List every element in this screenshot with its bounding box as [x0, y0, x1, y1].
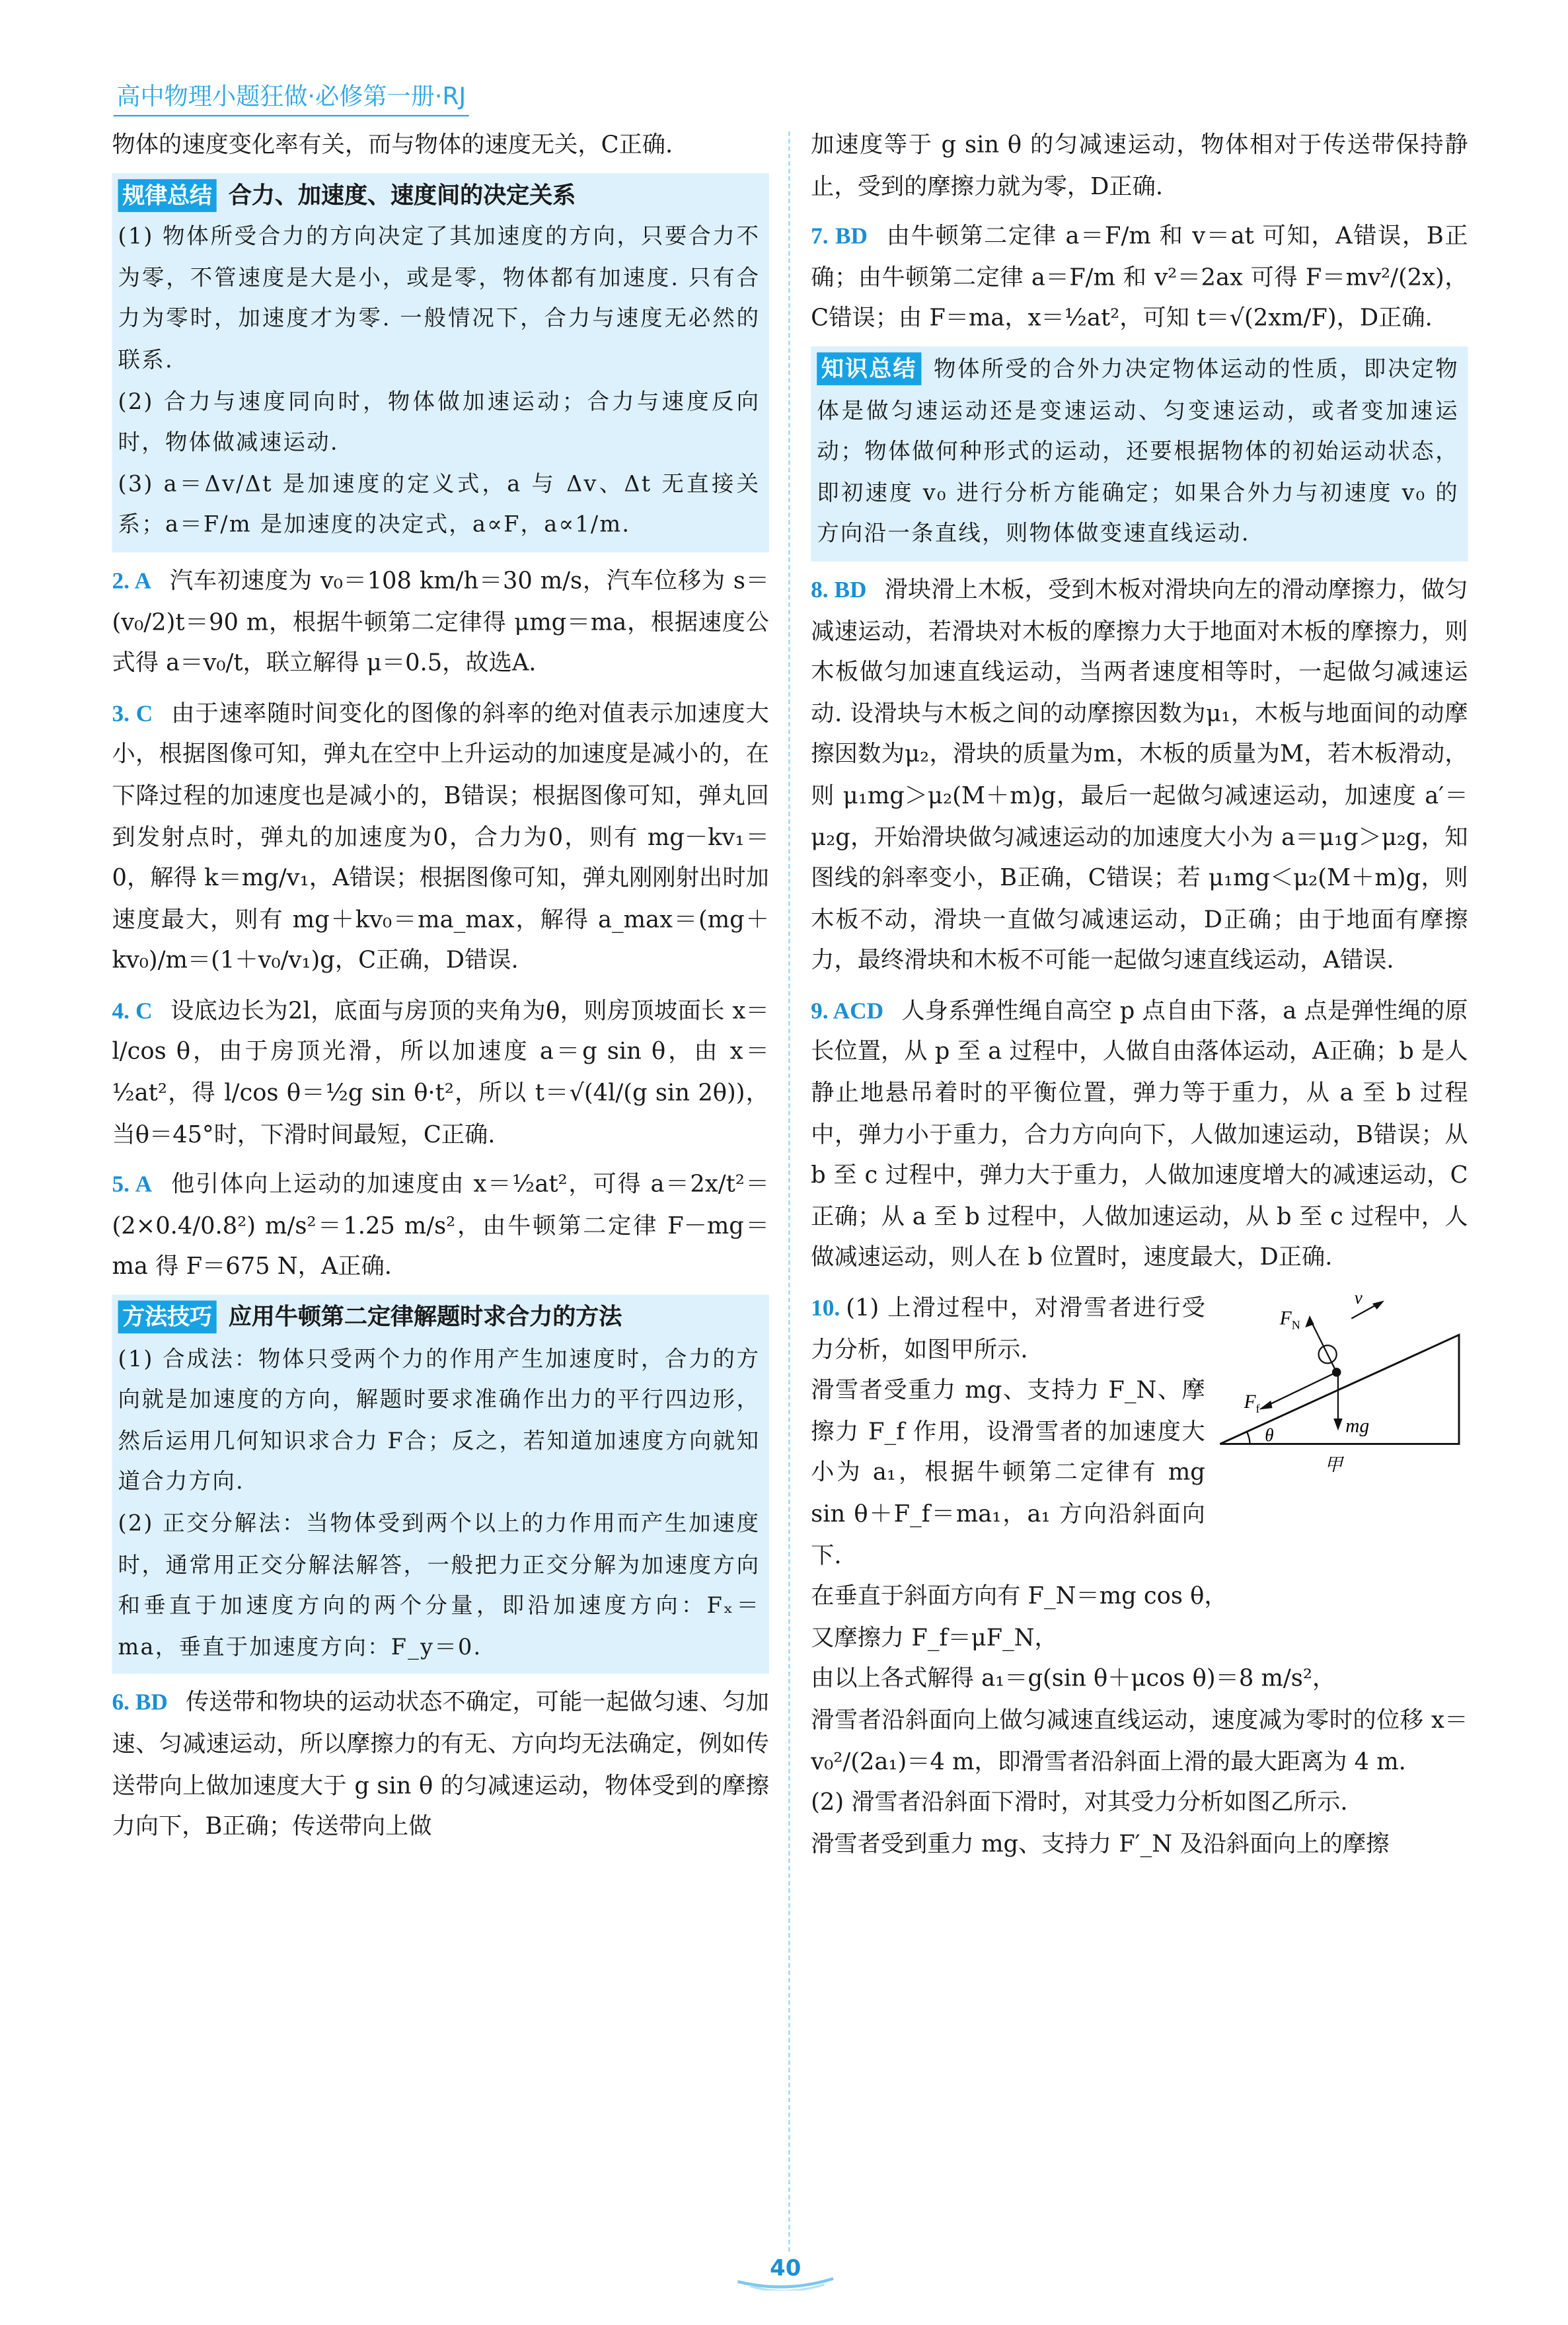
box-paragraph: (3) a＝Δv/Δt 是加速度的定义式，a 与 Δv、Δt 无直接关系；a＝F/m 是加速度的决定式，a∝F，a∝1/m. [118, 471, 761, 538]
angle-arc [1247, 1432, 1250, 1444]
label-mg: mg [1345, 1415, 1370, 1437]
page-number [735, 2252, 837, 2291]
answer-10 [811, 1288, 1468, 1865]
continued-text: 加速度等于 g sin θ 的匀减速运动，物体相对于传送带保持静止，受到的摩擦力就为零，D正确. [811, 131, 1468, 200]
answer-text: 传送带和物块的运动状态不确定，可能一起做匀速、匀加速、匀减速运动，所以摩擦力的有无、方向均无法确定，例如传送带向上做加速度大于 g sin θ 的匀减速运动，物体受到的摩擦力向下，B正确；传送带向上做 [112, 1689, 769, 1840]
box-tag: 规律总结 [118, 178, 217, 211]
answer-line: 由以上各式解得 a₁＝g(sin θ＋μcos θ)＝8 m/s²， [811, 1665, 1336, 1693]
box-title: 合力、加速度、速度间的决定关系 [228, 181, 576, 209]
answer-2 [112, 562, 769, 685]
column-divider [788, 131, 790, 2252]
answer-text: 他引体向上运动的加速度由 x＝½at²，可得 a＝2x/t²＝(2×0.4/0.8²) m/s²＝1.25 m/s²，由牛顿第二定律 F－mg＝ma 得 F＝675 N，A正确. [112, 1171, 769, 1280]
method-tips-box [112, 1294, 769, 1674]
answer-3 [112, 694, 769, 982]
right-column [811, 126, 1468, 1866]
answer-4 [112, 991, 769, 1156]
box-tag: 知识总结 [817, 352, 921, 385]
answer-text: (1) 上滑过程中，对滑雪者进行受力分析，如图甲所示. [811, 1294, 1205, 1363]
figure-caption: 甲 [1324, 1455, 1343, 1475]
answer-number: 9. ACD [811, 998, 884, 1025]
left-column [112, 126, 769, 1848]
answer-number: 8. BD [811, 577, 867, 603]
box-tag: 方法技巧 [118, 1301, 217, 1334]
incline-force-diagram [1217, 1294, 1468, 1496]
box-title: 应用牛顿第二定律解题时求合力的方法 [228, 1304, 622, 1331]
normal-force-arrow [1310, 1319, 1337, 1372]
answer-text: 汽车初速度为 v₀＝108 km/h＝30 m/s，汽车位移为 s＝(v₀/2)t＝90 m，根据牛顿第二定律得 μmg＝ma，根据速度公式得 a＝v₀/t，联立解得 μ＝0.5，故选A. [112, 567, 769, 677]
answer-number: 2. A [112, 568, 152, 595]
answer-text: 人身系弹性绳自高空 p 点自由下落，a 点是弹性绳的原长位置，从 p 至 a 过程中，人做自由落体运动，A正确；b 是人静止地悬吊着时的平衡位置，弹力等于重力，从 a 至 b 过程中，弹力小于重力，合力方向向下，人做加速运动，B错误；从 b 至 c 过程中，弹力大于重力，人做加速度增大的减速运动，C正确；从 a 至 b 过程中，人做加速运动，从 b 至 c 过程中，人做减速运动，则人在 b 位置时，速度最大，D正确. [811, 997, 1468, 1272]
label-v: v [1354, 1294, 1363, 1308]
answer-number: 6. BD [112, 1691, 168, 1716]
answer-line: (2) 滑雪者沿斜面下滑时，对其受力分析如图乙所示. [811, 1789, 1348, 1816]
answer-number: 5. A [112, 1172, 153, 1199]
answer-line: 滑雪者沿斜面向上做匀减速直线运动，速度减为零时的位移 x＝v₀²/(2a₁)＝4 m，即滑雪者沿斜面上滑的最大距离为 4 m. [811, 1707, 1468, 1775]
box-paragraph: (2) 合力与速度同向时，物体做加速运动；合力与速度反向时，物体做减速运动. [118, 388, 761, 456]
label-fn: $F_N$ [1279, 1308, 1300, 1332]
page-number-text: 40 [770, 2254, 802, 2282]
box-text: 物体所受的合外力决定物体运动的性质，即决定物体是做匀速运动还是变速运动、匀变速运动，或者变加速运动；物体做何种形式的运动，还要根据物体的初始运动状态，即初速度 v₀ 进行分析方能确定；如果合外力与初速度 v₀ 的方向沿一条直线，则物体做变速直线运动. [817, 357, 1460, 547]
answer-line: 在垂直于斜面方向有 F_N＝mg cos θ， [811, 1583, 1228, 1610]
answer-number: 10. [811, 1296, 840, 1322]
answer-number: 7. BD [811, 224, 868, 250]
answer-line: 又摩擦力 F_f＝μF_N， [811, 1624, 1058, 1652]
label-theta: θ [1265, 1424, 1274, 1445]
answer-6 [112, 1683, 769, 1848]
knowledge-summary-box [811, 346, 1468, 561]
answer-5 [112, 1165, 769, 1288]
label-ff: $F_f$ [1244, 1391, 1260, 1416]
answer-line: 滑雪者受到重力 mg、支持力 F′_N 及沿斜面向上的摩擦 [811, 1830, 1390, 1857]
answer-9 [811, 991, 1468, 1280]
box-paragraph: (2) 正交分解法：当物体受到两个以上的力作用而产生加速度时，通常用正交分解法解答，一般把力正交分解为加速度方向和垂直于加速度方向的两个分量，即沿加速度方向：Fₓ＝ma，垂直于加速度方向：F_y＝0. [118, 1511, 761, 1660]
answer-7 [811, 217, 1468, 340]
answer-text: 滑块滑上木板，受到木板对滑块向左的滑动摩擦力，做匀减速运动，若滑块对木板的摩擦力大于地面对木板的摩擦力，则木板做匀加速直线运动，当两者速度相等时，一起做匀减速运动. 设滑块与木板之间的动摩擦因数为μ₁，木板与地面间的动摩擦因数为μ₂，滑块的质量为m，木板的质量为M，若木板滑动，则 μ₁mg＞μ₂(M＋m)g，最后一起做匀减速运动，加速度 a′＝μ₂g，开始滑块做匀减速运动的加速度大小为 a＝μ₁g＞μ₂g，知图线的斜率变小，B正确，C错误；若 μ₁mg＜μ₂(M＋m)g，则木板不动，滑块一直做匀减速运动，D正确；由于地面有摩擦力，最终滑块和木板不可能一起做匀速直线运动，A错误. [811, 576, 1468, 975]
answer-number: 3. C [112, 701, 153, 727]
answer-text: 由于速率随时间变化的图像的斜率的绝对值表示加速度大小，根据图像可知，弹丸在空中上升运动的加速度是减小的，在下降过程的加速度也是减小的，B错误；根据图像可知，弹丸回到发射点时，弹丸的加速度为0，合力为0，则有 mg－kv₁＝0，解得 k＝mg/v₁，A错误；根据图像可知，弹丸刚刚射出时加速度最大，则有 mg＋kv₀＝ma_max，解得 a_max＝(mg＋kv₀)/m＝(1＋v₀/v₁)g，C正确，D错误. [112, 700, 769, 975]
answer-number: 4. C [112, 998, 153, 1025]
box-paragraph: (1) 合成法：物体只受两个力的作用产生加速度时，合力的方向就是加速度的方向，解题时要求准确作出力的平行四边形，然后运用几何知识求合力 F合；反之，若知道加速度方向就知道合力方向. [118, 1346, 761, 1496]
answer-line: 滑雪者受重力 mg、支持力 F_N、摩擦力 F_f 作用，设滑雪者的加速度大小为 a₁，根据牛顿第二定律有 mg sin θ＋F_f＝ma₁，a₁ 方向沿斜面向下. [811, 1377, 1205, 1569]
incline-triangle [1220, 1335, 1459, 1444]
rule-summary-box [112, 172, 769, 552]
continued-text: 物体的速度变化率有关，而与物体的速度无关，C正确. [112, 131, 673, 159]
answer-8 [811, 570, 1468, 982]
friction-arrow [1262, 1372, 1337, 1408]
answer-text: 由牛顿第二定律 a＝F/m 和 v＝at 可知，A错误，B正确；由牛顿第二定律 a＝F/m 和 v²＝2ax 可得 F＝mv²/(2x)，C错误；由 F＝ma，x＝½at²，可知 t＝√(2xm/F)，D正确. [811, 223, 1468, 332]
box-paragraph: (1) 物体所受合力的方向决定了其加速度的方向，只要合力不为零，不管速度是大是小，或是零，物体都有加速度. 只有合力为零时，加速度才为零. 一般情况下，合力与速度无必然的联系. [118, 224, 761, 373]
running-header: 高中物理小题狂做·必修第一册·RJ [114, 78, 469, 117]
answer-text: 设底边长为2l，底面与房顶的夹角为θ，则房顶坡面长 x＝l/cos θ，由于房顶光滑，所以加速度 a＝g sin θ，由 x＝½at²，得 l/cos θ＝½g sin θ·t²，所以 t＝√(4l/(g sin 2θ))，当θ＝45°时，下滑时间最短，C正确. [112, 997, 769, 1148]
